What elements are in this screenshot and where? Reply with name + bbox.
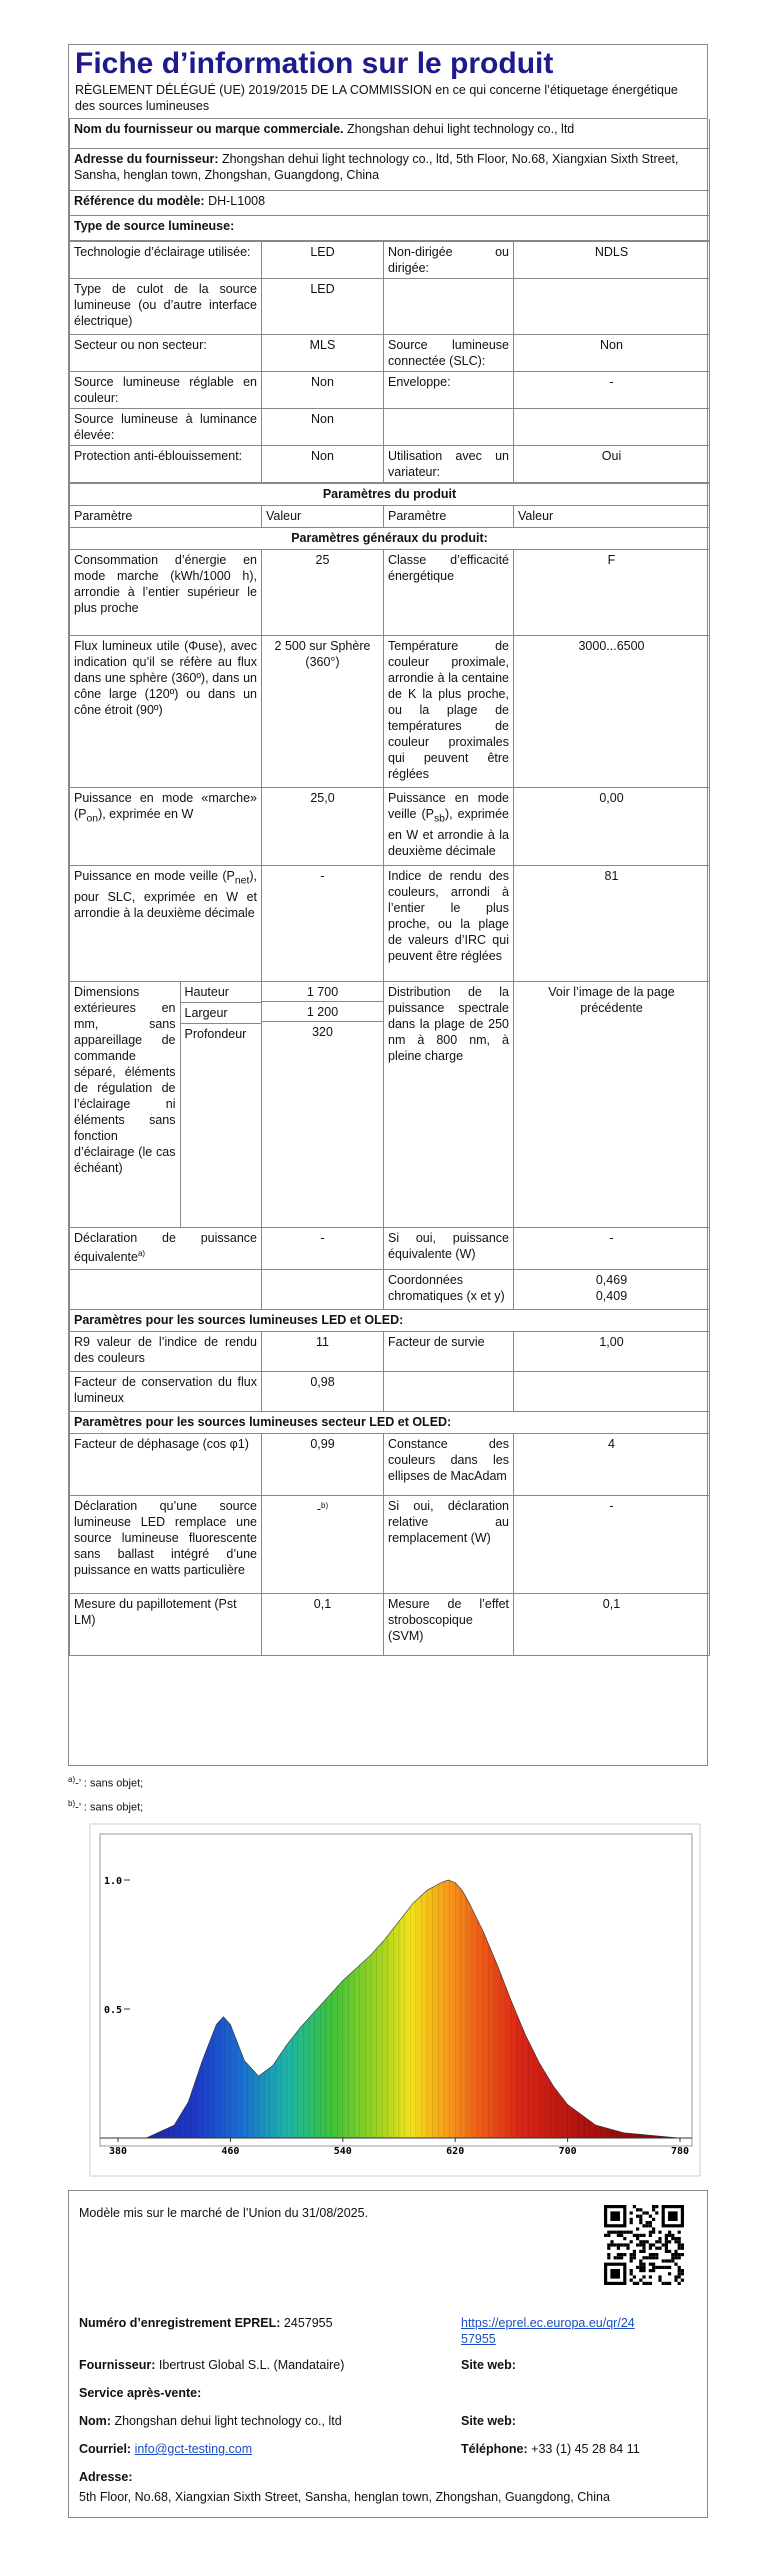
source-type-v2 bbox=[514, 278, 710, 334]
flux-value: 2 500 sur Sphère (360°) bbox=[262, 635, 384, 787]
spectral-chart-svg bbox=[68, 1820, 708, 2180]
source-type-l1: Technologie d’éclairage utilisée: bbox=[70, 241, 262, 278]
source-type-l1: Type de culot de la source lumineuse (ou d’autre interface électrique) bbox=[70, 278, 262, 334]
mail-row: Courriel: info@gct-testing.com bbox=[79, 2442, 253, 2456]
source-type-v1: Non bbox=[262, 371, 384, 408]
pnet-label: Puissance en mode veille $(P_{net})$, pour SLC, exprimée en W et arrondie à la deuxième décimale bbox=[70, 865, 262, 981]
eprel-number: 2457955 bbox=[283, 2316, 333, 2330]
source-type-row bbox=[70, 334, 710, 371]
col-value-2: Valeur bbox=[514, 505, 710, 527]
source-type-v2 bbox=[514, 408, 710, 445]
survival-value: 1,00 bbox=[514, 1332, 710, 1372]
source-type-v2: Non bbox=[514, 334, 710, 371]
source-type-row bbox=[70, 371, 710, 408]
macadam-value: 4 bbox=[514, 1434, 710, 1496]
mail-link[interactable]: info@gct-testing.com bbox=[134, 2442, 253, 2456]
x-tick-label: 780 bbox=[670, 2146, 690, 2157]
col-value-1: Valeur bbox=[262, 505, 384, 527]
cri-label: Indice de rendu des couleurs, arrondi à l’entier le plus proche, ou la plage de valeurs d’IRC qui peuvent être réglées bbox=[384, 865, 514, 981]
dim-name-0: Hauteur bbox=[180, 982, 261, 1003]
spd-label: Distribution de la puissance spectrale dans la plage de 250 nm à 800 nm, à pleine charge bbox=[384, 981, 514, 1228]
mains-led-heading: Paramètres pour les sources lumineuses secteur LED et OLED: bbox=[70, 1412, 710, 1434]
chroma-label: Coordonnées chromatiques (x et y) bbox=[384, 1270, 514, 1310]
qr-code-icon[interactable] bbox=[604, 2205, 684, 2285]
source-type-row bbox=[70, 241, 710, 278]
params-heading: Paramètres du produit bbox=[70, 483, 710, 505]
eprel-link[interactable]: https://eprel.ec.europa.eu/qr/24 57955 bbox=[461, 2316, 635, 2346]
class-label: Classe d’efficacité énergétique bbox=[384, 549, 514, 635]
fluo-label: Déclaration qu’une source lumineuse LED remplace une source lumineuse fluorescente sans ballast intégré d’une puissance en watts particulière bbox=[70, 1496, 262, 1594]
source-type-l2: Source lumineuse connectée (SLC): bbox=[384, 334, 514, 371]
address-label: Adresse: bbox=[79, 2470, 133, 2484]
source-type-l2 bbox=[384, 408, 514, 445]
footnotes bbox=[68, 1770, 143, 1817]
dim-value-2: 320 bbox=[312, 1024, 333, 1039]
dim-name-1: Largeur bbox=[180, 1002, 261, 1023]
dim-value-1: 1 200 bbox=[262, 1002, 383, 1022]
psb-label: Puissance en mode veille $(P_{sb})$, exprimée en W et arrondie à la deuxième décimale bbox=[384, 787, 514, 865]
macadam-label: Constance des couleurs dans les ellipses de MacAdam bbox=[384, 1434, 514, 1496]
led-oled-heading: Paramètres pour les sources lumineuses LED et OLED: bbox=[70, 1310, 710, 1332]
general-params-heading: Paramètres généraux du produit: bbox=[70, 527, 710, 549]
model-row bbox=[70, 190, 710, 215]
col-param-2: Paramètre bbox=[384, 505, 514, 527]
supplier-name-label: Nom du fournisseur ou marque commerciale. bbox=[74, 122, 344, 136]
dimensions-table bbox=[70, 982, 261, 1228]
product-params-table bbox=[69, 483, 710, 1657]
phone-row: Téléphone: +33 (1) 45 28 84 11 bbox=[461, 2442, 640, 2456]
y-tick-label: 1.0 bbox=[104, 1876, 123, 1887]
address-value: 5th Floor, No.68, Xiangxian Sixth Street, Sansha, henglan town, Zhongshan, Guangdong, China bbox=[79, 2490, 610, 2504]
equiv-w-label: Si oui, puissance équivalente (W) bbox=[384, 1228, 514, 1270]
eprel-row: Numéro d’enregistrement EPREL: 2457955 bbox=[79, 2316, 333, 2330]
source-type-l2 bbox=[384, 278, 514, 334]
cri-value: 81 bbox=[514, 865, 710, 981]
x-tick-label: 380 bbox=[108, 2146, 128, 2157]
pon-value: 25,0 bbox=[262, 787, 384, 865]
fluo-w-value: - bbox=[514, 1496, 710, 1594]
source-type-row bbox=[70, 278, 710, 334]
supplier-address-value: Zhongshan dehui light technology co., ltd, 5th Floor, No.68, Xiangxian Sixth Street, Sansha, henglan town, Zhongshan, Guangdong, China bbox=[74, 151, 679, 182]
dimensions-label: Dimensions extérieures en mm, sans appareillage de commande séparé, éléments de régulation de l’éclairage ni éléments sans fonction d’éclairage (le cas échéant) bbox=[70, 982, 180, 1228]
consumption-value: 25 bbox=[262, 549, 384, 635]
source-type-v2: - bbox=[514, 371, 710, 408]
col-param-1: Paramètre bbox=[70, 505, 262, 527]
source-type-v1: Non bbox=[262, 408, 384, 445]
source-type-v1: LED bbox=[262, 278, 384, 334]
website-label-1: Site web: bbox=[461, 2358, 516, 2372]
dim-value-0: 1 700 bbox=[262, 982, 383, 1002]
source-type-l1: Protection anti-éblouissement: bbox=[70, 445, 262, 482]
fluo-value: -$^{b)}$ bbox=[262, 1496, 384, 1594]
source-type-v2: Oui bbox=[514, 445, 710, 482]
model-label: Référence du modèle: bbox=[74, 193, 205, 208]
pst-value: 0,1 bbox=[262, 1594, 384, 1656]
fluo-w-label: Si oui, déclaration relative au remplacement (W) bbox=[384, 1496, 514, 1594]
psb-value: 0,00 bbox=[514, 787, 710, 865]
supplier-table bbox=[69, 119, 710, 241]
pf-label: Facteur de déphasage (cos φ1) bbox=[70, 1434, 262, 1496]
maintenance-label: Facteur de conservation du flux lumineux bbox=[70, 1372, 262, 1412]
source-type-l1: Source lumineuse à luminance élevée: bbox=[70, 408, 262, 445]
source-type-l1: Secteur ou non secteur: bbox=[70, 334, 262, 371]
survival-label: Facteur de survie bbox=[384, 1332, 514, 1372]
equiv-w-value: - bbox=[514, 1228, 710, 1270]
pf-value: 0,99 bbox=[262, 1434, 384, 1496]
source-type-v2: NDLS bbox=[514, 241, 710, 278]
source-type-l2: Utilisation avec un variateur: bbox=[384, 445, 514, 482]
source-type-v1: LED bbox=[262, 241, 384, 278]
chroma-value: 0,469 0,409 bbox=[514, 1270, 710, 1310]
supplier-name-row bbox=[70, 119, 710, 148]
x-tick-label: 540 bbox=[333, 2146, 352, 2157]
equiv-value: - bbox=[262, 1228, 384, 1270]
pnet-value: - bbox=[262, 865, 384, 981]
consumption-label: Consommation d’énergie en mode marche (kWh/1000 h), arrondie à l’entier supérieur le plus proche bbox=[70, 549, 262, 635]
source-type-row bbox=[70, 445, 710, 482]
pst-label: Mesure du papillotement (Pst LM) bbox=[70, 1594, 262, 1656]
spd-value: Voir l’image de la page précédente bbox=[514, 981, 710, 1228]
website-label-2: Site web: bbox=[461, 2414, 516, 2428]
page-title: Fiche d’information sur le produit bbox=[75, 47, 554, 80]
supplier-row: Fournisseur: Ibertrust Global S.L. (Mandataire) bbox=[79, 2358, 345, 2372]
cct-label: Température de couleur proximale, arrondie à la centaine de K la plus proche, ou la plage de températures de couleur proximales qui peuvent être réglées bbox=[384, 635, 514, 787]
service-heading: Service après-vente: bbox=[79, 2386, 202, 2400]
source-type-v1: MLS bbox=[262, 334, 384, 371]
svm-label: Mesure de l’effet stroboscopique (SVM) bbox=[384, 1594, 514, 1656]
svm-value: 0,1 bbox=[514, 1594, 710, 1656]
r9-label: R9 valeur de l’indice de rendu des couleurs bbox=[70, 1332, 262, 1372]
pon-label: Puissance en mode «marche» $(P_{on})$, exprimée en W bbox=[70, 787, 262, 865]
x-tick-label: 700 bbox=[558, 2146, 577, 2157]
source-type-l2: Non-dirigée ou dirigée: bbox=[384, 241, 514, 278]
equiv-label: Déclaration de puissance équivalente$^{a)}$ bbox=[70, 1228, 262, 1270]
market-date-text: Modèle mis sur le marché de l’Union du 31/08/2025. bbox=[79, 2206, 369, 2220]
spectral-distribution-chart bbox=[68, 1820, 708, 2180]
source-type-l2: Enveloppe: bbox=[384, 371, 514, 408]
cct-value: 3000...6500 bbox=[514, 635, 710, 787]
registration-footer bbox=[68, 2190, 708, 2518]
r9-value: 11 bbox=[262, 1332, 384, 1372]
source-type-row bbox=[70, 408, 710, 445]
product-information-sheet bbox=[68, 44, 708, 1766]
flux-label: Flux lumineux utile (Φuse), avec indication qu’il se réfère au flux dans une sphère (360º), dans un cône large (120º) ou dans un cône étroit (90º) bbox=[70, 635, 262, 787]
source-type-l1: Source lumineuse réglable en couleur: bbox=[70, 371, 262, 408]
supplier-address-label: Adresse du fournisseur: bbox=[74, 151, 219, 166]
source-type-heading: Type de source lumineuse: bbox=[70, 215, 710, 240]
x-tick-label: 620 bbox=[446, 2146, 465, 2157]
footnote-b: $^{b)}$-’ : sans objet; bbox=[68, 1798, 144, 1814]
maintenance-value: 0,98 bbox=[262, 1372, 384, 1412]
source-type-v1: Non bbox=[262, 445, 384, 482]
dimensions-values-cell bbox=[262, 981, 384, 1228]
y-tick-label: 0.5 bbox=[104, 2005, 123, 2016]
dim-name-2: Profondeur bbox=[184, 1026, 247, 1041]
source-type-table bbox=[69, 241, 710, 483]
service-name-row: Nom: Zhongshan dehui light technology co., ltd bbox=[79, 2414, 342, 2428]
model-value: DH-L1008 bbox=[208, 193, 266, 208]
footnote-a: $^{a)}$-’ : sans objet; bbox=[68, 1775, 144, 1790]
dimensions-cell bbox=[70, 981, 262, 1228]
supplier-name-value: Zhongshan dehui light technology co., ltd bbox=[347, 122, 575, 136]
x-tick-label: 460 bbox=[221, 2146, 240, 2157]
regulation-text: RÈGLEMENT DÉLÉGUÉ (UE) 2019/2015 DE LA COMMISSION en ce qui concerne l’étiquetage énergétique des sources lumineuses bbox=[69, 81, 707, 119]
class-value: F bbox=[514, 549, 710, 635]
supplier-address-row bbox=[70, 148, 710, 190]
